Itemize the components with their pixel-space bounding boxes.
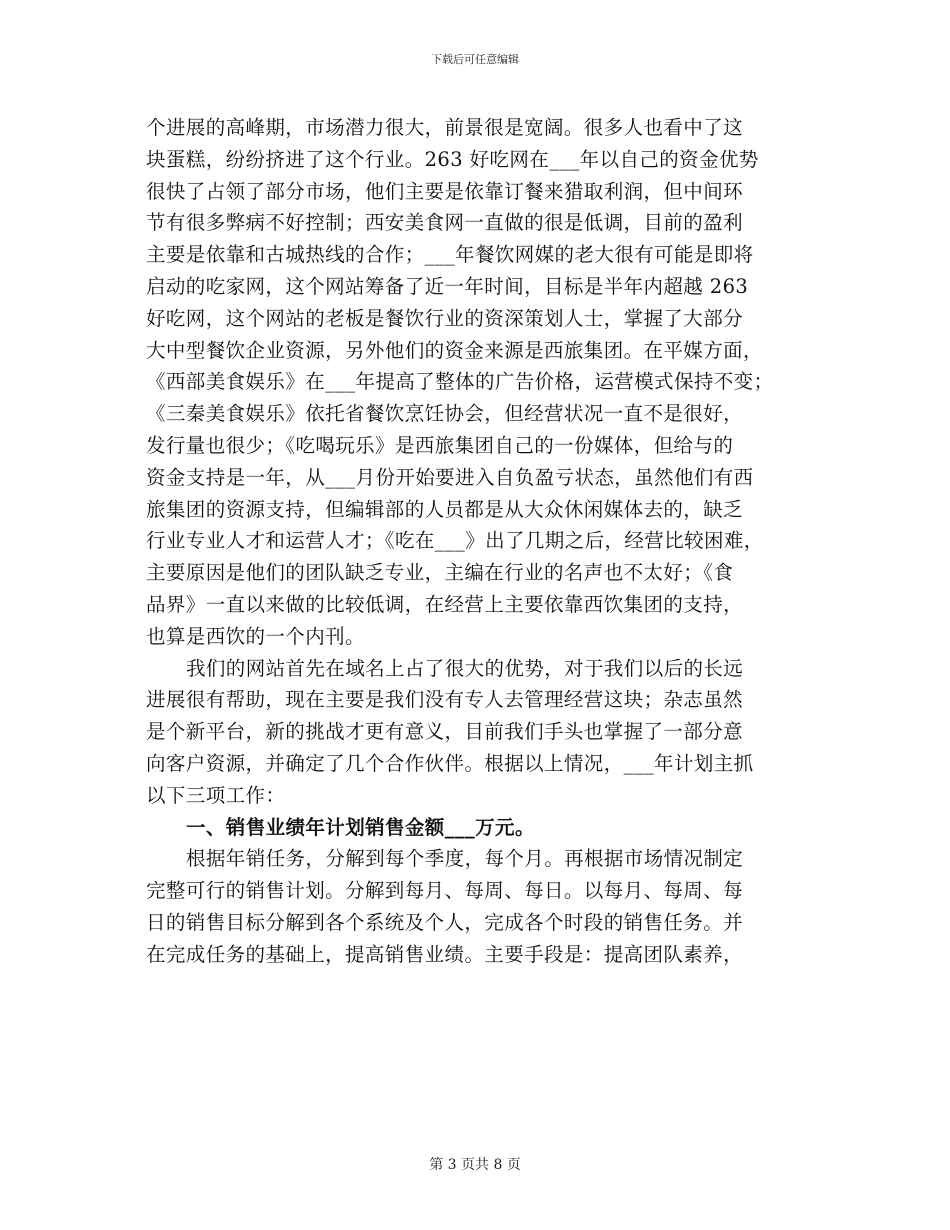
body-line: 主要原因是他们的团队缺乏专业，主编在行业的名声也不太好；《食 bbox=[146, 561, 734, 585]
body-line: 节有很多弊病不好控制；西安美食网一直做的很是低调，目前的盈利 bbox=[146, 211, 744, 235]
body-line: 好吃网，这个网站的老板是餐饮行业的资深策划人士，掌握了大部分 bbox=[146, 306, 744, 330]
body-line: 向客户资源，并确定了几个合作伙伴。根据以上情况，___年计划主抓 bbox=[146, 751, 754, 775]
body-line: 发行量也很少；《吃喝玩乐》是西旅集团自己的一份媒体，但给与的 bbox=[146, 433, 734, 457]
page-number-footer: 第 3 页共 8 页 bbox=[429, 1157, 521, 1173]
body-line: 个进展的高峰期，市场潜力很大，前景很是宽阔。很多人也看中了这 bbox=[146, 116, 744, 139]
body-line: 日的销售目标分解到各个系统及个人，完成各个时段的销售任务。并 bbox=[146, 910, 744, 934]
body-line: 旅集团的资源支持，但编辑部的人员都是从大众休闲媒体去的，缺乏 bbox=[146, 497, 744, 521]
body-line: 主要是依靠和古城热线的合作；___年餐饮网媒的老大很有可能是即将 bbox=[146, 243, 754, 267]
body-line: 是个新平台，新的挑战才更有意义，目前我们手头也掌握了一部分意 bbox=[146, 720, 744, 744]
body-line: 大中型餐饮企业资源，另外他们的资金来源是西旅集团。在平媒方面， bbox=[146, 338, 763, 362]
body-line: 品界》一直以来做的比较低调，在经营上主要依靠西饮集团的支持， bbox=[146, 592, 744, 616]
body-line: 《西部美食娱乐》在___年提高了整体的广告价格，运营模式保持不变； bbox=[146, 370, 774, 394]
document-body bbox=[146, 112, 806, 971]
body-line: 启动的吃家网，这个网站筹备了近一年时间，目标是半年内超越 263 bbox=[146, 274, 749, 298]
paragraph-start-line: 我们的网站首先在域名上占了很大的优势，对于我们以后的长远 bbox=[186, 656, 744, 680]
body-line: 完整可行的销售计划。分解到每月、每周、每日。以每月、每周、每 bbox=[146, 879, 744, 903]
paragraph-start-line: 根据年销任务，分解到每个季度，每个月。再根据市场情况制定 bbox=[186, 847, 744, 871]
body-line: 进展很有帮助，现在主要是我们没有专人去管理经营这块；杂志虽然 bbox=[146, 688, 744, 712]
body-line: 《三秦美食娱乐》依托省餐饮烹饪协会，但经营状况一直不是很好， bbox=[146, 402, 744, 426]
page-header: 下载后可任意编辑 bbox=[431, 53, 519, 66]
body-line: 也算是西饮的一个内刊。 bbox=[146, 624, 365, 648]
section-heading: 一、销售业绩年计划销售金额___万元。 bbox=[186, 815, 535, 839]
body-line: 行业专业人才和运营人才；《吃在___》出了几期之后，经营比较困难， bbox=[146, 529, 764, 553]
body-line: 资金支持是一年，从___月份开始要进入自负盈亏状态，虽然他们有西 bbox=[146, 465, 754, 489]
body-line: 以下三项工作： bbox=[146, 783, 286, 807]
body-line: 块蛋糕，纷纷挤进了这个行业。263 好吃网在___年以自己的资金优势 bbox=[146, 147, 759, 171]
body-line: 在完成任务的基础上，提高销售业绩。主要手段是：提高团队素养， bbox=[146, 942, 744, 966]
body-line: 很快了占领了部分市场，他们主要是依靠订餐来猎取利润，但中间环 bbox=[146, 179, 744, 203]
